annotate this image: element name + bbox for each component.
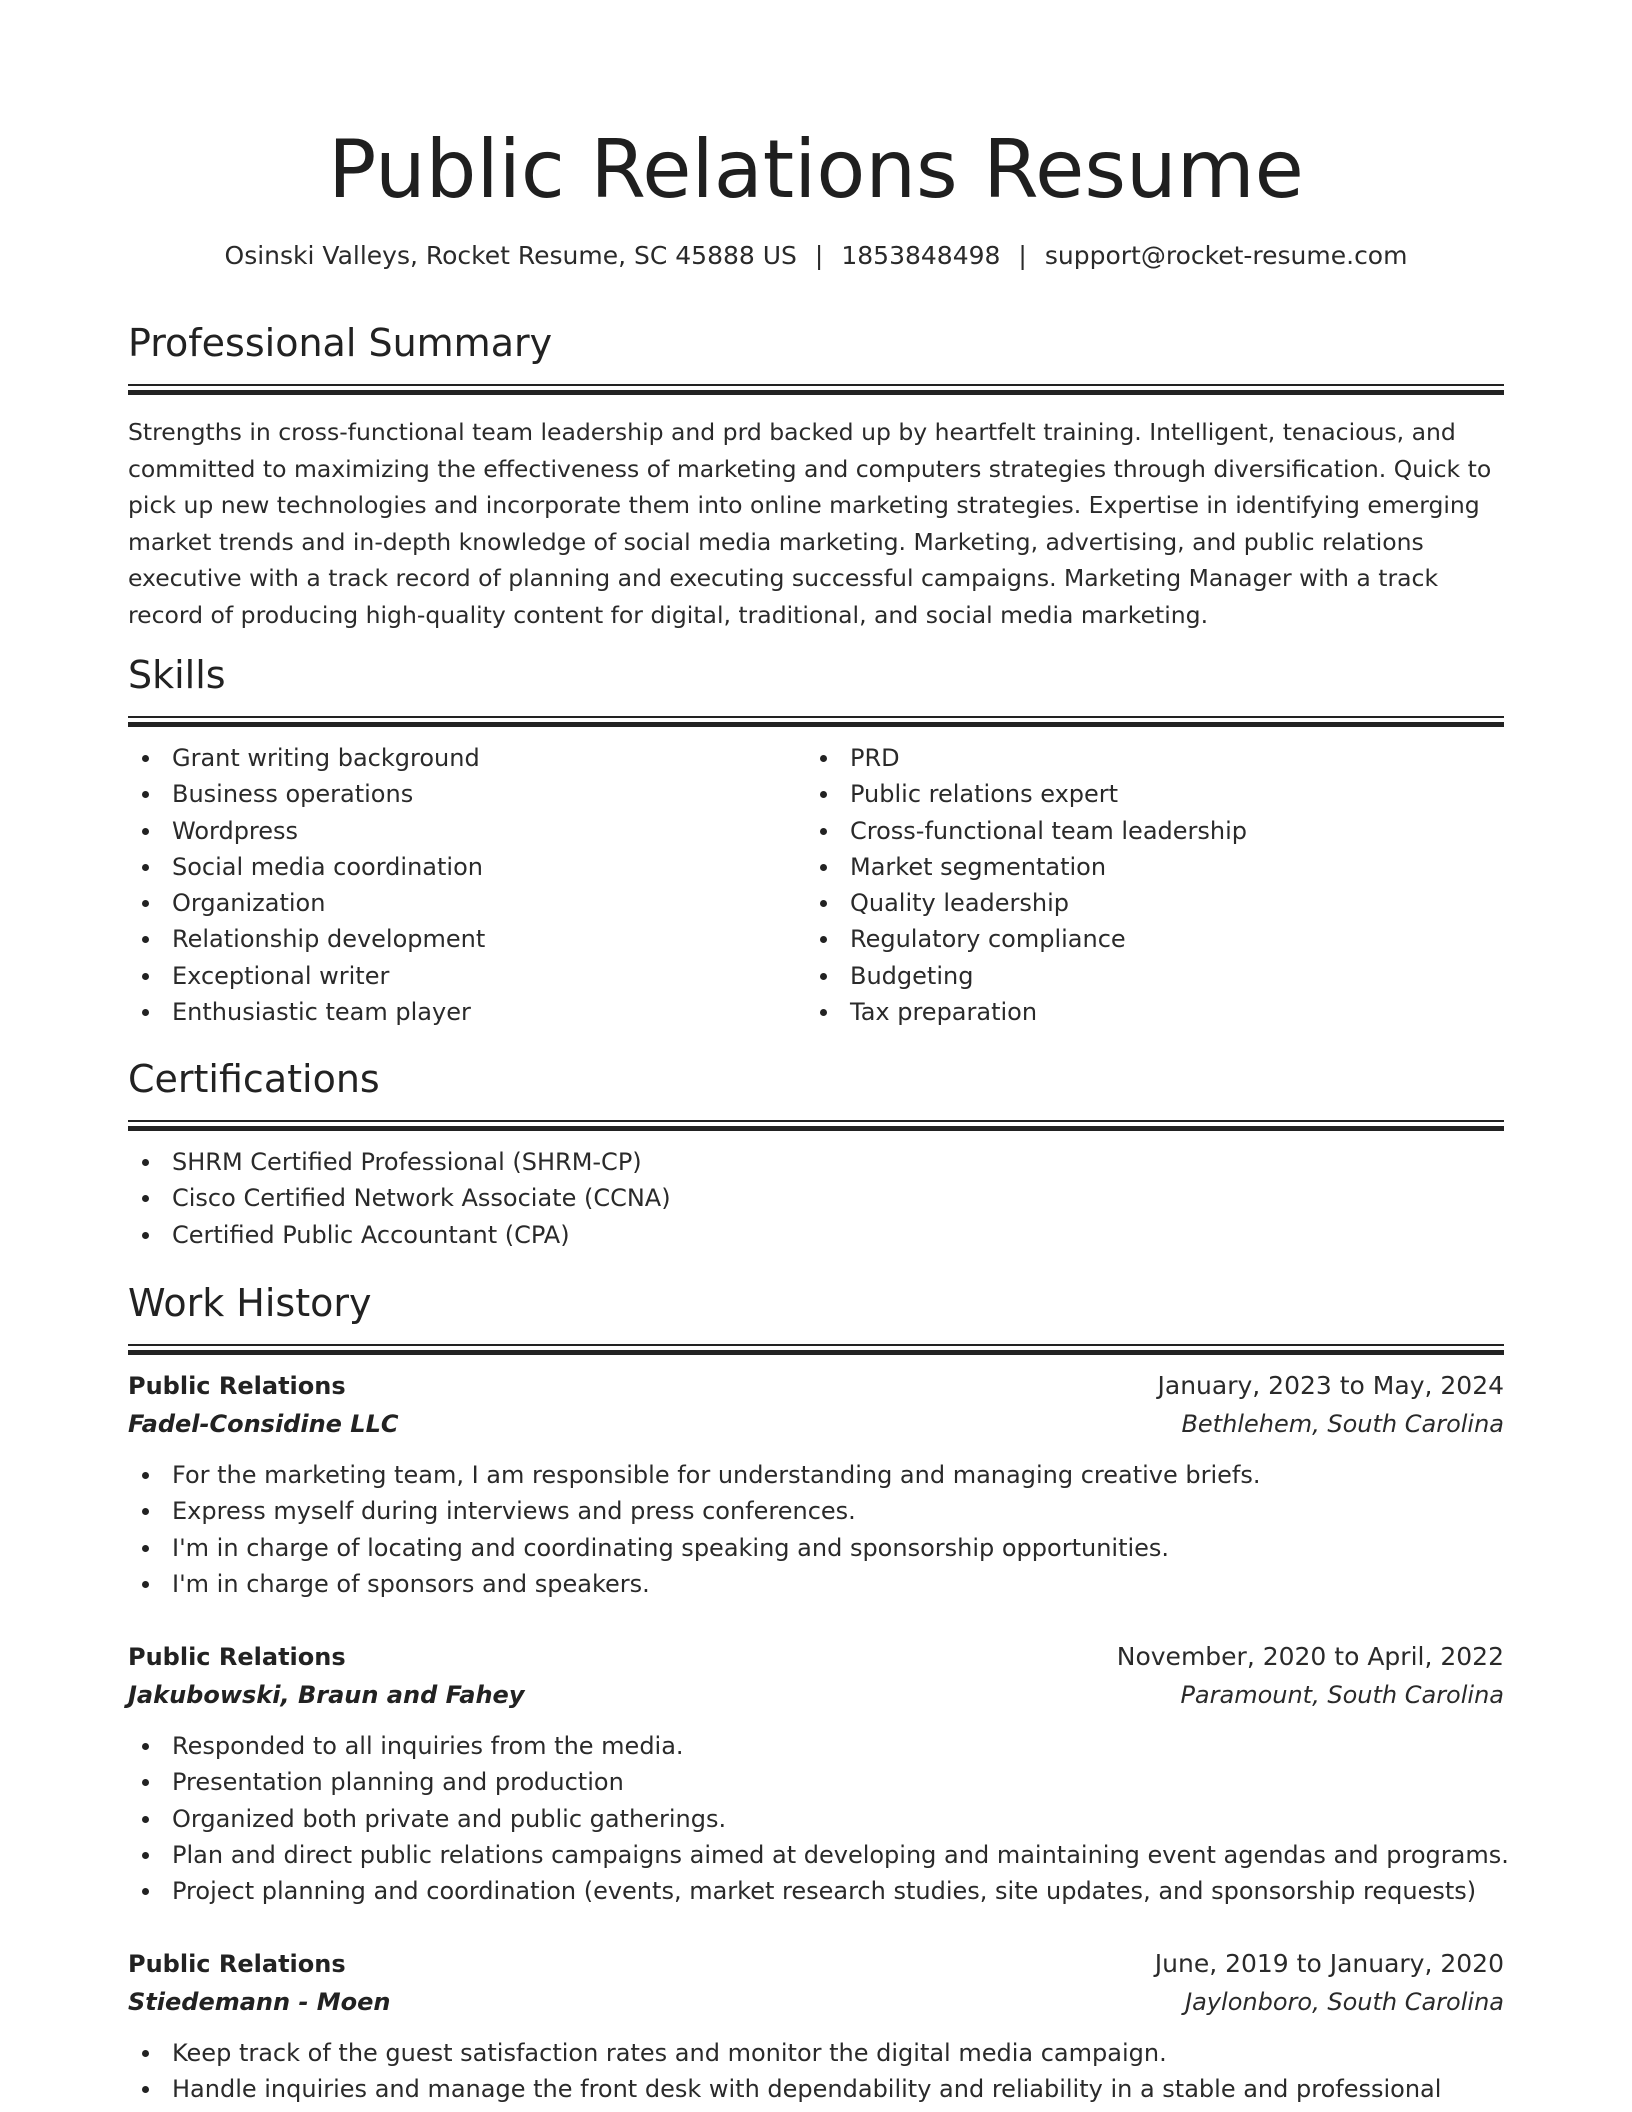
job-entry xyxy=(128,1945,1504,2108)
skills-list-left xyxy=(128,740,806,1030)
job-title: Public Relations xyxy=(128,1643,346,1671)
job-duty-item: Responded to all inquiries from the media. xyxy=(128,1728,1504,1764)
job-company: Jakubowski, Braun and Fahey xyxy=(128,1681,525,1709)
summary-section xyxy=(128,318,1504,633)
skill-item: PRD xyxy=(806,740,1484,776)
skills-heading: Skills xyxy=(128,653,226,697)
job-duty-item: Express myself during interviews and press conferences. xyxy=(128,1493,1504,1529)
certifications-heading: Certifications xyxy=(128,1057,380,1101)
skill-item: Public relations expert xyxy=(806,776,1484,812)
job-location: Paramount, South Carolina xyxy=(1180,1681,1504,1709)
job-duties xyxy=(128,1457,1504,1602)
job-duty-item: I'm in charge of locating and coordinating speaking and sponsorship opportunities. xyxy=(128,1530,1504,1566)
contact-separator: | xyxy=(814,241,824,270)
job-location: Jaylonboro, South Carolina xyxy=(1185,1988,1504,2016)
job-company: Stiedemann - Moen xyxy=(128,1988,391,2016)
job-location: Bethlehem, South Carolina xyxy=(1181,1410,1504,1438)
contact-separator: | xyxy=(1018,241,1027,270)
skill-item: Grant writing background xyxy=(128,740,806,776)
job-dates: June, 2019 to January, 2020 xyxy=(1154,1949,1504,1978)
skills-columns xyxy=(128,740,1504,1030)
certifications-list xyxy=(128,1144,1504,1253)
section-divider xyxy=(128,716,1504,726)
page-title: Public Relations Resume xyxy=(328,123,1304,216)
certifications-section xyxy=(128,1054,1504,1253)
skill-item: Social media coordination xyxy=(128,849,806,885)
job-duty-item: For the marketing team, I am responsible for understanding and managing creative briefs. xyxy=(128,1457,1504,1493)
skill-item: Relationship development xyxy=(128,921,806,957)
contact-phone: 1853848498 xyxy=(841,241,1001,270)
summary-text: Strengths in cross-functional team leadership and prd backed up by heartfelt training. Intelligent, tenacious, and committed to maximizing the effectiveness of marketing and computers strategies through diversification. Quick to pick up new technologies and incorporate them into online marketing strategies. Expertise in identifying emerging market trends and in-depth knowledge of social media marketing. Marketing, advertising, and public relations executive with a track record of planning and executing successful campaigns. Marketing Manager with a track record of producing high-quality content for digital, traditional, and social media marketing. xyxy=(128,418,1492,629)
job-duties xyxy=(128,2035,1504,2108)
skills-list-right xyxy=(806,740,1484,1030)
job-duty-item: I'm in charge of sponsors and speakers. xyxy=(128,1566,1504,1602)
skill-item: Business operations xyxy=(128,776,806,812)
section-divider xyxy=(128,1344,1504,1354)
certification-item: SHRM Certified Professional (SHRM-CP) xyxy=(128,1144,1504,1180)
job-duty-item: Handle inquiries and manage the front desk with dependability and reliability in a stable and professional xyxy=(128,2071,1504,2107)
job-duty-item: Presentation planning and production xyxy=(128,1764,1504,1800)
work-history-section xyxy=(128,1278,1504,1354)
job-title: Public Relations xyxy=(128,1372,346,1400)
skill-item: Organization xyxy=(128,885,806,921)
section-divider xyxy=(128,1120,1504,1130)
skill-item: Tax preparation xyxy=(806,994,1484,1030)
job-dates: January, 2023 to May, 2024 xyxy=(1157,1371,1504,1400)
work-history-heading: Work History xyxy=(128,1281,372,1325)
job-duty-item: Keep track of the guest satisfaction rates and monitor the digital media campaign. xyxy=(128,2035,1504,2071)
certification-item: Cisco Certified Network Associate (CCNA) xyxy=(128,1180,1504,1216)
job-dates: November, 2020 to April, 2022 xyxy=(1116,1642,1504,1671)
skill-item: Enthusiastic team player xyxy=(128,994,806,1030)
skill-item: Regulatory compliance xyxy=(806,921,1484,957)
summary-heading: Professional Summary xyxy=(128,321,553,365)
section-divider xyxy=(128,384,1504,394)
skill-item: Quality leadership xyxy=(806,885,1484,921)
contact-email[interactable]: support@rocket-resume.com xyxy=(1044,241,1408,270)
certification-item: Certified Public Accountant (CPA) xyxy=(128,1217,1504,1253)
skills-section xyxy=(128,650,1504,1030)
skill-item: Exceptional writer xyxy=(128,958,806,994)
skill-item: Cross-functional team leadership xyxy=(806,813,1484,849)
job-entry xyxy=(128,1638,1509,1909)
job-duty-item: Plan and direct public relations campaigns aimed at developing and maintaining event agendas and programs. xyxy=(128,1837,1504,1873)
skill-item: Wordpress xyxy=(128,813,806,849)
contact-address: Osinski Valleys, Rocket Resume, SC 45888 US xyxy=(224,241,797,270)
skill-item: Market segmentation xyxy=(806,849,1484,885)
job-duties xyxy=(128,1728,1509,1909)
job-duty-item: Organized both private and public gatherings. xyxy=(128,1801,1504,1837)
job-title: Public Relations xyxy=(128,1950,346,1978)
job-duty-item: Project planning and coordination (events, market research studies, site updates, and sponsorship requests) xyxy=(128,1873,1504,1909)
job-company: Fadel-Considine LLC xyxy=(128,1410,399,1438)
contact-line xyxy=(128,238,1504,274)
job-entry xyxy=(128,1367,1504,1602)
skill-item: Budgeting xyxy=(806,958,1484,994)
